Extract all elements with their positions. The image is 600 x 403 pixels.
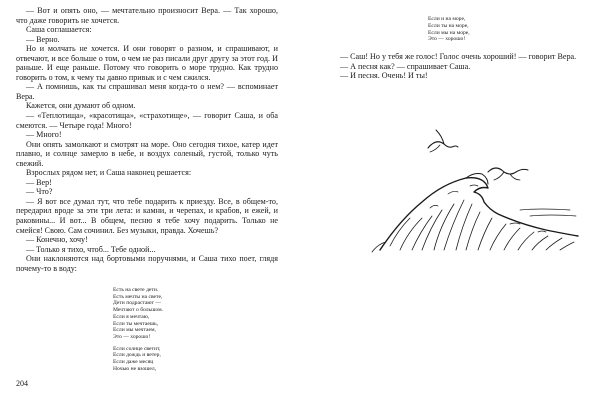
paragraph: — «Теплотища», «красотища», «страхотище», — говорит Саша, и оба смеются. — Четыре года! Много! (16, 111, 278, 130)
lyric-line: Мечтают о большом. (113, 307, 164, 314)
paragraph: — Вер! (26, 177, 52, 187)
paragraph: Саша соглашается: (26, 25, 92, 35)
paragraph: Кажется, они думают об одном. (26, 101, 136, 111)
paragraph: Взрослых рядом нет, и Саша наконец решается: (26, 168, 192, 178)
paragraph: Они опять замолкают и смотрят на море. Оно сегодня тихое, катер идет плавно, и солнце замерло в небе, и воздух соленый, густой, только чуть свежий. (16, 139, 278, 168)
paragraph: — Много! (26, 130, 62, 140)
paragraph: — Я вот все думал тут, что тебе подарить к приезду. Все, в общем-то, передарил вроде за эти три лета: и камни, и черепах, и крабов, и ежей, и раковины... И вот... В общем, песню я тебе хочу подарить. Только не смейся! Свою. Сам сочинил. Без музыки, правда. Хочешь? (16, 196, 278, 235)
paragraph: — Только я тихо, чтоб... Тебе одной... (26, 244, 156, 254)
lyric-line: Если ты на море, (428, 22, 469, 29)
lyric-line: Есть на свете дети. (113, 287, 159, 293)
seagull-icon (488, 168, 528, 180)
lyric-line: Если мы на море, (428, 29, 470, 36)
lyric-line: Если и на море, (428, 16, 466, 22)
paragraph: — А песня как? — спрашивает Саша. (340, 61, 471, 71)
paragraph: — Верно. (26, 34, 60, 44)
paragraph: — А помнишь, как ты спрашивал меня когда-то о нем? — вспоминает Вера. (16, 82, 278, 101)
song-lyrics (113, 287, 233, 372)
lyric-line: Если мы мечтаем, (113, 327, 156, 334)
lyric-line: Есть мечты на свете, (113, 293, 163, 300)
paragraph: — Что? (26, 187, 53, 197)
lyric-line: Если дождь и ветер, (113, 352, 161, 359)
lyric-line: Это — хорошо! (113, 333, 151, 340)
seagull-icon (428, 130, 458, 152)
paragraph: — Конечно, хочу! (26, 235, 88, 245)
song-lyrics-continued (428, 16, 538, 43)
right-page (330, 6, 588, 400)
lyric-line: Ночью не взошел, (113, 365, 157, 372)
lyric-line: Если солнце светит, (113, 345, 161, 352)
paragraph: Они наклоняются над бортовыми поручнями, и Саша тихо поет, глядя почему-то в воду: (16, 254, 278, 273)
page-number: 204 (16, 379, 28, 388)
lyric-line: Если я мечтаю, (113, 313, 150, 320)
right-page-text (330, 52, 588, 81)
paragraph: — Вот и опять оно, — мечтательно произносит Вера. — Так хорошо, что даже говорить не хочется. (16, 6, 278, 25)
lyric-line: Это — хорошо! (428, 36, 466, 43)
lyric-line: Дети подрастают — (113, 300, 161, 307)
left-page (16, 6, 278, 400)
left-page-text (16, 6, 278, 273)
paragraph: — И песня. Очень! И ты! (340, 71, 428, 81)
lyric-line: Если даже месяц (113, 359, 154, 366)
paragraph: Но и молчать не хочется. И они говорят о разном, и спрашивают, и отвечают, и все больше о том, о чем не раз писали друг другу за этот год. И раньше. И еще раньше. Потому что говорить о море трудно. Как трудно говорить о том, к чему ты давно привык и с чем сжился. (16, 44, 278, 82)
paragraph: — Саш! Но у тебя же голос! Голос очень хороший! — говорит Вера. (340, 52, 577, 61)
lyric-line: Если ты мечтаешь, (113, 320, 159, 327)
seagulls-waves-illustration (370, 128, 580, 256)
